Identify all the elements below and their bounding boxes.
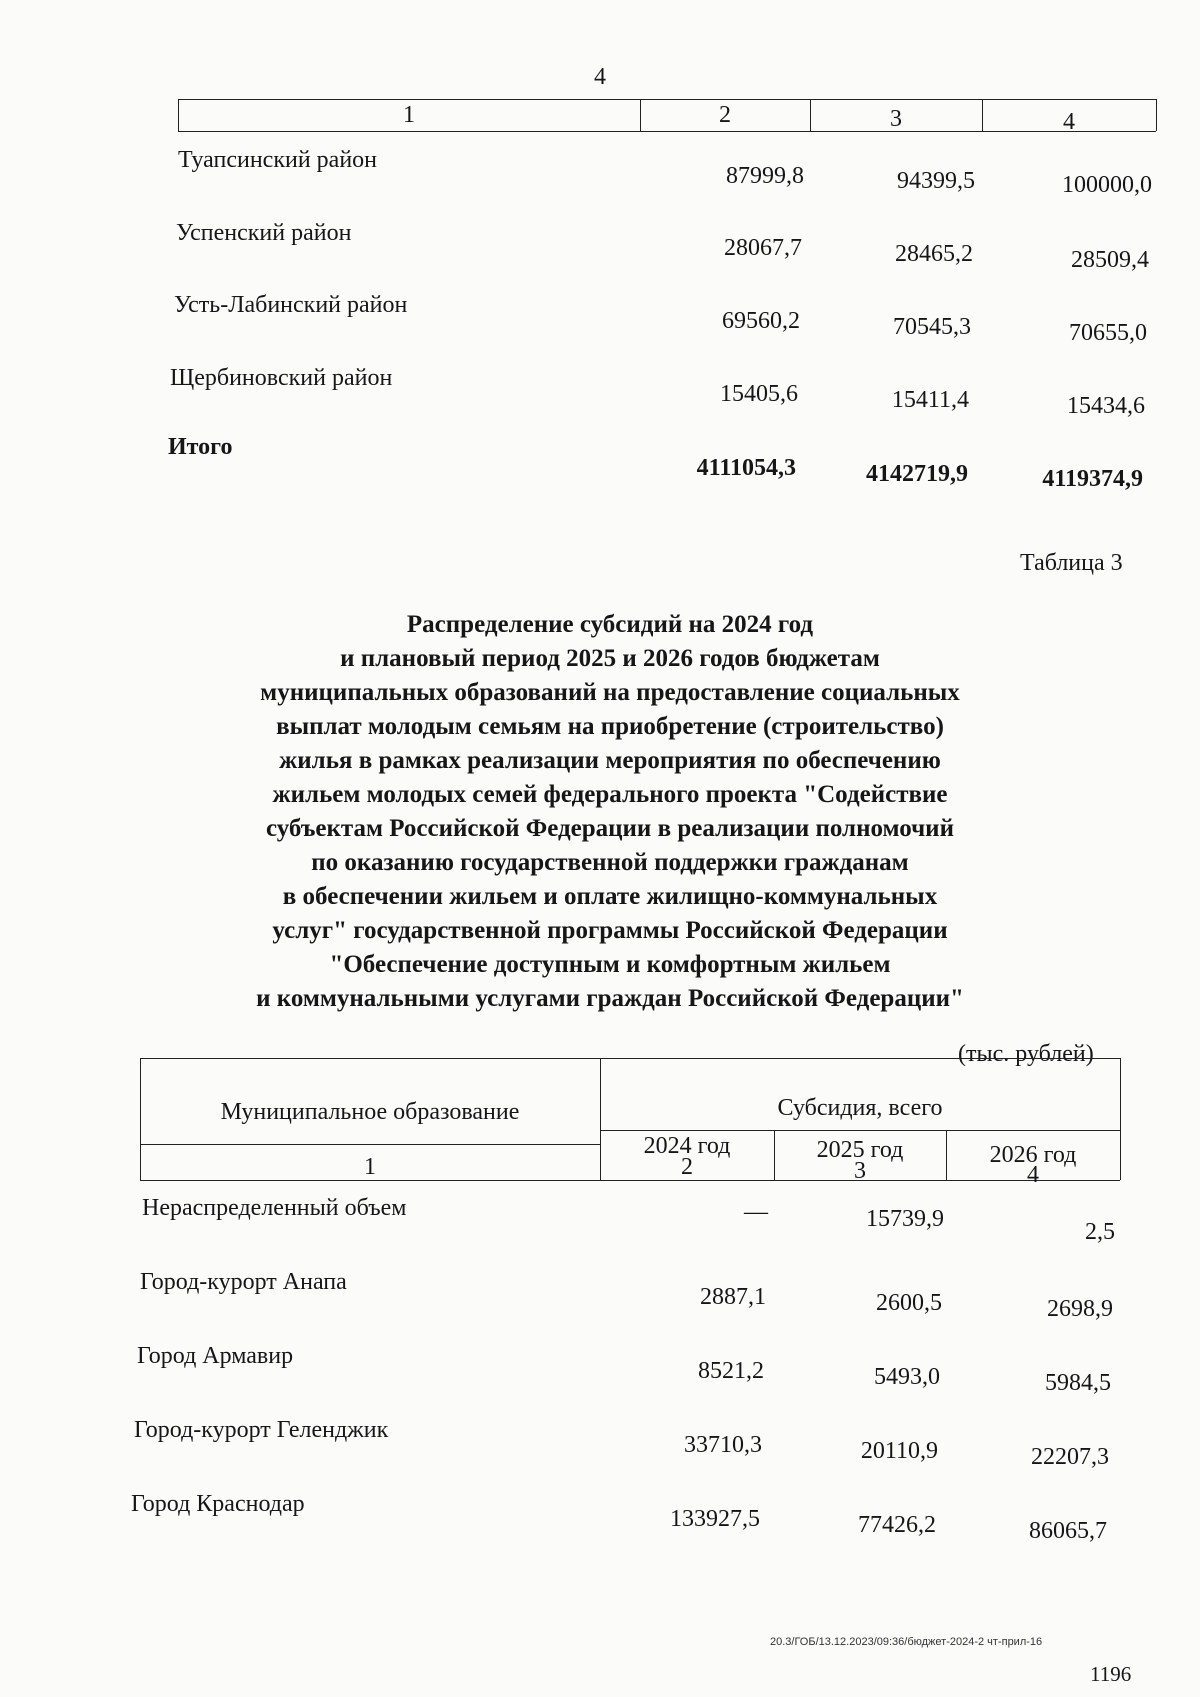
value-2024: 69560,2 [722, 308, 800, 334]
value-2024: 133927,5 [670, 1506, 760, 1532]
value-2026: 5984,5 [1045, 1370, 1111, 1396]
total-2026: 4119374,9 [1042, 466, 1143, 492]
row-name: Усть-Лабинский район [174, 292, 408, 318]
value-2025: 15411,4 [891, 387, 969, 413]
row-name: Туапсинский район [178, 147, 378, 173]
unit-label: (тыс. рублей) [958, 1041, 1094, 1067]
value-2025: 20110,9 [860, 1438, 938, 1464]
row-name: Нераспределенный объем [142, 1195, 407, 1221]
title-line: и плановый период 2025 и 2026 годов бюджетам [340, 645, 880, 672]
col-number-1: 1 [364, 1154, 376, 1180]
title-line: и коммунальными услугами граждан Российской Федерации" [256, 985, 964, 1012]
table2-header-col-2: 2 [719, 102, 731, 128]
value-2026: 28509,4 [1071, 247, 1149, 273]
value-2026: 100000,0 [1062, 172, 1152, 198]
year-2026: 2026 год [989, 1142, 1077, 1168]
value-2025: 15739,9 [866, 1206, 944, 1232]
page-number: 4 [594, 64, 606, 90]
row-name: Город-курорт Геленджик [134, 1417, 389, 1443]
title-line: "Обеспечение доступным и комфортным жильем [329, 951, 891, 978]
value-2024: 28067,7 [724, 235, 802, 261]
row-name: Успенский район [176, 220, 352, 246]
value-2025: 70545,3 [893, 314, 971, 340]
total-2024: 4111054,3 [696, 455, 796, 481]
row-name: Город Армавир [137, 1343, 294, 1369]
title-line: субъектам Российской Федерации в реализации полномочий [266, 815, 954, 842]
value-2026: 70655,0 [1069, 320, 1147, 346]
col-number-4: 4 [1027, 1162, 1039, 1188]
row-name: Город-курорт Анапа [140, 1269, 347, 1295]
value-2026: 22207,3 [1031, 1444, 1109, 1470]
row-name: Щербиновский район [170, 365, 393, 391]
title-line: по оказанию государственной поддержки гражданам [311, 849, 909, 876]
value-2024: — [744, 1199, 768, 1225]
value-2024: 87999,8 [726, 163, 804, 189]
table2-header-col-3: 3 [890, 106, 902, 132]
value-2025: 77426,2 [858, 1512, 936, 1538]
value-2026: 2698,9 [1047, 1296, 1113, 1322]
footer-code: 20.3/ГОБ/13.12.2023/09:36/бюджет-2024-2 чт-прил-16 [770, 1636, 1043, 1648]
value-2024: 8521,2 [698, 1358, 764, 1384]
value-2025: 2600,5 [876, 1290, 942, 1316]
value-2026: 86065,7 [1029, 1518, 1107, 1544]
table-caption: Таблица 3 [1020, 550, 1123, 576]
title-line: жильем молодых семей федерального проекта "Содействие [272, 781, 948, 808]
col-number-2: 2 [681, 1154, 693, 1180]
col-municipality: Муниципальное образование [220, 1099, 520, 1125]
col-number-3: 3 [854, 1158, 866, 1184]
table2-header-col-1: 1 [403, 102, 415, 128]
total-label: Итого [168, 434, 233, 460]
value-2025: 5493,0 [874, 1364, 940, 1390]
value-2024: 2887,1 [700, 1284, 766, 1310]
col-subsidy: Субсидия, всего [777, 1095, 943, 1121]
title-line: услуг" государственной программы Российской Федерации [272, 917, 948, 944]
title-line: Распределение субсидий на 2024 год [406, 611, 814, 638]
title-line: в обеспечении жильем и оплате жилищно-коммунальных [282, 883, 938, 910]
title-line: муниципальных образований на предоставление социальных [260, 679, 960, 706]
sheet-number: 1196 [1090, 1662, 1132, 1686]
year-2024: 2024 год [643, 1133, 731, 1159]
value-2025: 28465,2 [895, 241, 973, 267]
value-2024: 15405,6 [720, 381, 798, 407]
table2-header-col-4: 4 [1063, 109, 1075, 135]
value-2026: 15434,6 [1067, 393, 1145, 419]
total-2025: 4142719,9 [866, 461, 968, 487]
year-2025: 2025 год [816, 1137, 904, 1163]
row-name: Город Краснодар [131, 1491, 305, 1517]
value-2024: 33710,3 [684, 1432, 762, 1458]
value-2025: 94399,5 [897, 168, 975, 194]
title-line: выплат молодым семьям на приобретение (строительство) [276, 713, 944, 740]
value-2026: 2,5 [1085, 1219, 1115, 1245]
title-line: жилья в рамках реализации мероприятия по обеспечению [279, 747, 941, 774]
